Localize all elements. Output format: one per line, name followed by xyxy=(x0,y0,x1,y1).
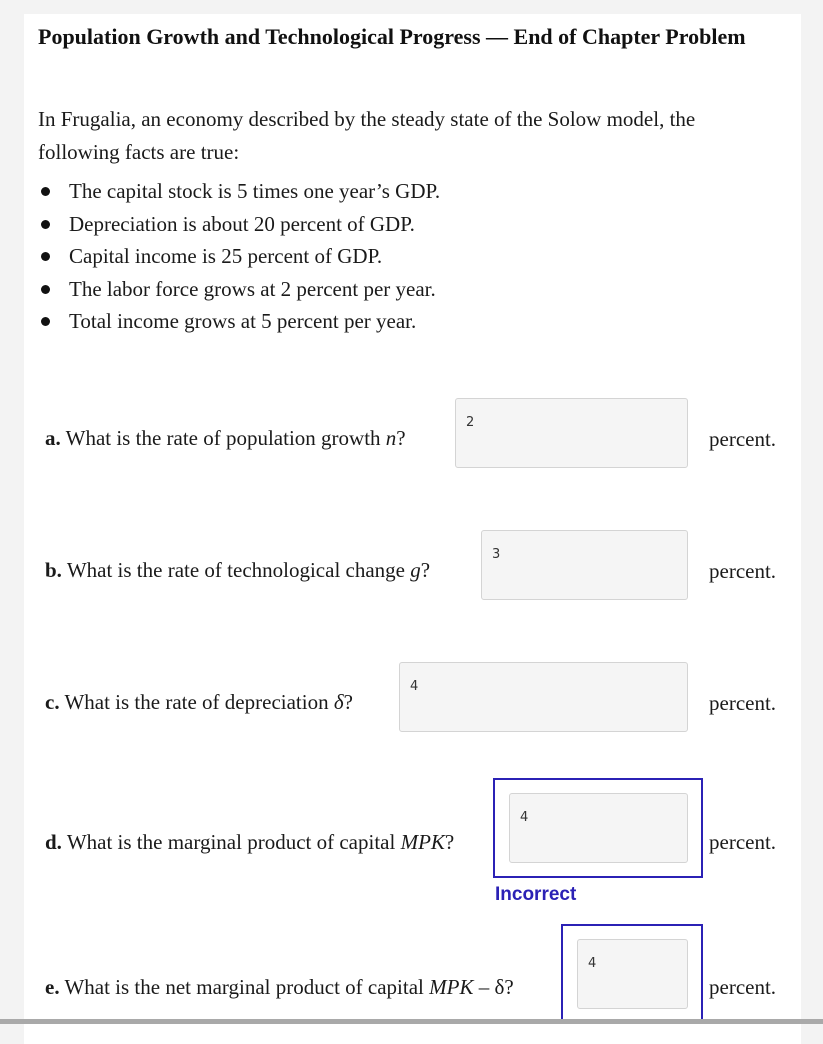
unit-label-d: percent. xyxy=(709,830,777,854)
question-end: – δ? xyxy=(473,975,514,999)
question-letter: b. xyxy=(45,558,62,582)
list-item xyxy=(38,208,440,241)
question-text: What is the net marginal product of capital xyxy=(64,975,430,999)
fact-text: Depreciation is about 20 percent of GDP. xyxy=(69,211,415,236)
fact-text: The capital stock is 5 times one year’s GDP. xyxy=(69,179,441,203)
unit-label-e: percent. xyxy=(709,975,777,999)
question-variable: δ xyxy=(333,690,344,714)
feedback-incorrect: Incorrect xyxy=(495,884,577,905)
question-letter: e. xyxy=(45,975,60,999)
question-variable: g xyxy=(410,558,421,582)
bullet-icon xyxy=(41,285,50,294)
bullet-icon xyxy=(41,220,50,229)
bottom-scrollbar[interactable] xyxy=(0,1019,823,1024)
bullet-icon xyxy=(41,187,50,196)
unit-label-b: percent. xyxy=(709,559,777,583)
question-text: What is the marginal product of capital xyxy=(66,830,401,854)
question-a xyxy=(45,426,406,451)
list-item xyxy=(38,273,440,306)
question-variable: MPK xyxy=(400,830,445,854)
answer-input-b[interactable] xyxy=(481,530,688,600)
question-variable: n xyxy=(385,426,397,450)
list-item xyxy=(38,175,440,208)
question-d xyxy=(45,830,454,855)
question-letter: c. xyxy=(45,690,60,714)
question-letter: d. xyxy=(45,830,62,854)
question-text: What is the rate of technological change xyxy=(66,558,411,582)
fact-text: The labor force grows at 2 percent per year. xyxy=(69,276,436,301)
answer-value: 3 xyxy=(492,547,501,562)
list-item xyxy=(38,240,440,273)
problem-intro: In Frugalia, an economy described by the steady state of the Solow model, the following facts are true: xyxy=(38,107,696,164)
answer-input-d[interactable] xyxy=(509,793,688,863)
question-end: ? xyxy=(444,830,455,854)
facts-list xyxy=(38,175,440,338)
answer-input-a[interactable] xyxy=(455,398,688,468)
question-letter: a. xyxy=(45,426,61,450)
question-end: ? xyxy=(343,690,353,714)
bullet-icon xyxy=(41,252,50,261)
question-end: ? xyxy=(396,426,406,450)
answer-value: 4 xyxy=(520,810,529,825)
list-item xyxy=(38,305,440,338)
fact-text: Capital income is 25 percent of GDP. xyxy=(69,244,383,268)
unit-label-a: percent. xyxy=(709,427,777,451)
question-text: What is the rate of population growth xyxy=(65,426,386,450)
bullet-icon xyxy=(41,317,50,326)
fact-text: Total income grows at 5 percent per year. xyxy=(69,309,417,333)
question-c xyxy=(45,690,353,715)
answer-value: 4 xyxy=(410,679,419,694)
question-text: What is the rate of depreciation xyxy=(64,690,334,714)
answer-input-c[interactable] xyxy=(399,662,688,732)
unit-label-c: percent. xyxy=(709,691,777,715)
page-title: Population Growth and Technological Progress — End of Chapter Problem xyxy=(38,24,746,49)
answer-value: 2 xyxy=(466,415,475,430)
answer-input-e[interactable] xyxy=(577,939,688,1009)
answer-value: 4 xyxy=(588,956,597,971)
question-b xyxy=(45,558,430,583)
question-variable: MPK xyxy=(429,975,474,999)
question-e xyxy=(45,975,514,1000)
question-end: ? xyxy=(420,558,431,582)
